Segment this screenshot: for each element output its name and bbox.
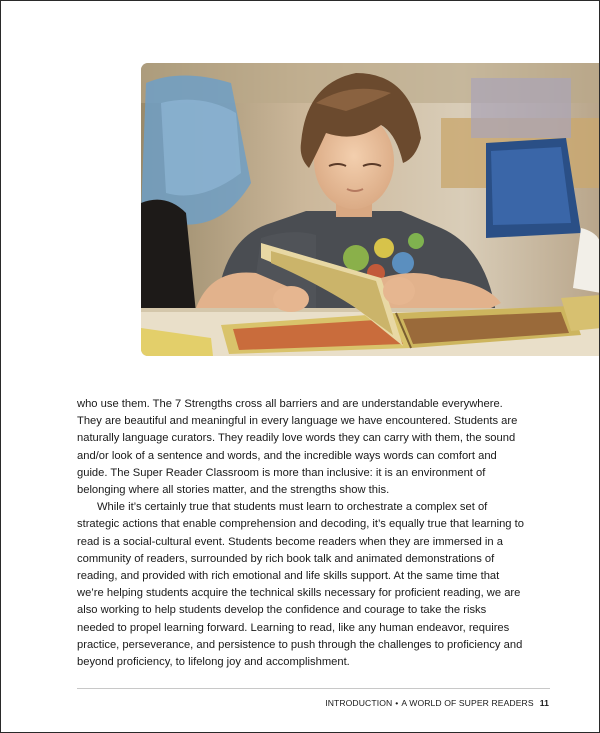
paragraph-1: who use them. The 7 Strengths cross all barriers and are understandable everywhere. They are beautiful and meaningful in every language we have encountered. Students are naturally language curators. They readily love words they can carry with them, the sound and/or look of a sentence and words, and the incredible ways words can comfort and guide. The Super Reader Classroom is more than inclusive: it is an environment of belonging where all stories matter, and the strengths show this. (77, 398, 518, 497)
photo-illustration (141, 63, 600, 356)
footer-separator: • (395, 698, 399, 708)
boy-reading-book-photo (141, 63, 600, 356)
footer-section: INTRODUCTION (325, 698, 393, 708)
running-footer (325, 698, 549, 708)
footer-divider (77, 688, 550, 689)
paragraph-2: While it’s certainly true that students must learn to orchestrate a complex set of strategic actions that enable comprehension and decoding, it’s equally true that learning to read is a social-cultural event. Students become readers when they are immersed in a community of readers, surrounded by rich book talk and animated demonstrations of reading, and provided with rich emotional and life skills support. At the same time that we’re helping students acquire the technical skills necessary for proficient reading, we are also working to help students develop the confidence and courage to take the risks needed to propel learning forward. Learning to read, like any human endeavor, requires practice, perseverance, and persistence to push through the challenges to proficiency and beyond proficiency, to lifelong joy and accomplishment. (77, 501, 524, 669)
page-number: 11 (539, 698, 549, 708)
footer-chapter-title: A WORLD OF SUPER READERS (401, 698, 534, 708)
body-text (77, 396, 525, 671)
